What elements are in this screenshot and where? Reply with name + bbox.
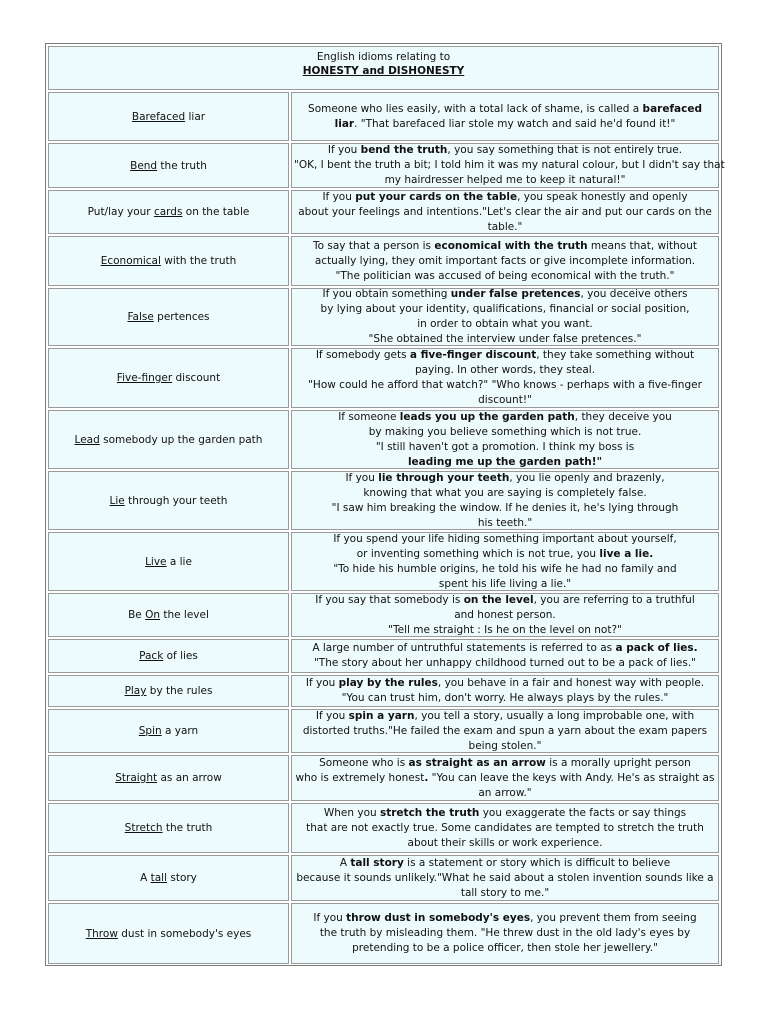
idiom-keyword: Five-finger: [116, 372, 173, 384]
definition-cell: [291, 236, 719, 286]
definition-cell: [291, 675, 719, 707]
idiom-text: by the rules: [146, 685, 213, 697]
definition-line: [294, 220, 716, 235]
definition-line: [294, 317, 716, 332]
definition-line: [294, 608, 716, 623]
definition-line: [294, 143, 716, 158]
definition-text: Someone who is: [319, 756, 409, 769]
definition-line: [294, 363, 716, 378]
definition-emphasis: a five-finger discount: [409, 349, 537, 361]
definition-cell: [291, 190, 719, 234]
definition-text: is a statement or story which is difficult to believe: [403, 856, 671, 869]
idiom-cell: [48, 709, 289, 753]
definition-line: [294, 302, 716, 317]
idiom-text: a lie: [166, 555, 192, 568]
definition-text: you exaggerate the facts or say things: [479, 806, 687, 819]
definition-text: discount!": [478, 394, 532, 406]
definition-text: tall story to me.": [460, 886, 550, 899]
definition-line: [294, 440, 716, 455]
idiom-cell: [48, 803, 289, 853]
definition-text: When you: [323, 806, 380, 819]
idiom-keyword: cards: [153, 206, 183, 218]
idiom-cell: [48, 675, 289, 707]
definition-line: [294, 455, 716, 470]
definition-text: , you behave in a fair and honest way with people.: [437, 677, 705, 689]
definition-text: , you speak honestly and openly: [517, 190, 688, 203]
definition-line: [294, 641, 716, 656]
definition-line: [294, 724, 716, 739]
definition-line: [294, 656, 716, 671]
definition-text: about your feelings and intentions."Let's clear the air and put our cards on the: [298, 205, 712, 218]
idiom-text: as an arrow: [157, 772, 222, 784]
definition-text: my hairdresser helped me to keep it natural!": [384, 174, 626, 186]
definition-text: A: [339, 856, 351, 869]
idiom-cell: [48, 288, 289, 346]
definition-cell: [291, 803, 719, 853]
definition-cell: [291, 755, 719, 801]
definition-text: "She obtained the interview under false pretences.": [368, 333, 642, 345]
idiom-keyword: Stretch: [124, 822, 163, 834]
table-row: [48, 143, 725, 188]
definition-line: [294, 393, 716, 408]
definition-line: [294, 532, 716, 547]
definition-text: distorted truths."He failed the exam and spun a yarn about the exam papers: [302, 724, 708, 737]
definition-text: If you: [345, 471, 379, 484]
definition-line: [294, 756, 716, 771]
definition-line: [294, 254, 716, 269]
definition-line: [294, 173, 716, 188]
definition-line: [294, 593, 716, 608]
table-row: [48, 471, 719, 530]
definition-line: [294, 239, 716, 254]
definition-emphasis: put your cards on the table: [355, 190, 518, 203]
definition-line: [294, 516, 716, 531]
definition-cell: [291, 410, 719, 469]
idiom-cell: [48, 92, 289, 141]
table-row: [48, 855, 719, 901]
table-row: [48, 639, 719, 673]
table-row: [48, 288, 719, 346]
definition-line: [294, 577, 716, 592]
definition-text: , they deceive you: [574, 410, 672, 423]
idiom-keyword: tall: [150, 872, 168, 884]
definition-text: If you: [305, 677, 339, 689]
definition-line: [294, 486, 716, 501]
definition-text: an arrow.": [478, 786, 532, 799]
idiom-cell: [48, 593, 289, 637]
definition-line: [294, 425, 716, 440]
definition-emphasis: .: [424, 771, 429, 784]
idiom-cell: [48, 755, 289, 801]
idiom-cell: [48, 410, 289, 469]
definition-line: [294, 269, 716, 284]
idiom-keyword: Spin: [138, 725, 162, 737]
definition-text: in order to obtain what you want.: [417, 318, 593, 330]
definition-text: means that, without: [587, 239, 697, 252]
definition-text: If you obtain something: [322, 288, 451, 300]
definition-text: and honest person.: [454, 608, 556, 621]
idiom-text: somebody up the garden path: [99, 433, 263, 446]
table-row: [48, 236, 719, 286]
title-line-2: HONESTY and DISHONESTY: [302, 65, 465, 77]
definition-text: , they take something without: [536, 349, 695, 361]
definition-cell: [291, 288, 719, 346]
idiom-keyword: Straight: [115, 772, 158, 784]
idiom-cell: [48, 143, 289, 188]
definition-line: [294, 806, 716, 821]
definition-line: [294, 739, 716, 754]
definition-text: , you prevent them from seeing: [530, 912, 697, 924]
idiom-cell: [48, 639, 289, 673]
definition-text: "How could he afford that watch?" "Who knows - perhaps with a five-finger: [308, 379, 702, 391]
definition-line: [294, 821, 716, 836]
table-row: [48, 803, 719, 853]
definition-line: [294, 158, 725, 173]
table-row: [48, 675, 719, 707]
definition-emphasis: a pack of lies.: [615, 642, 698, 654]
definition-line: [294, 856, 716, 871]
idiom-keyword: Bend: [130, 159, 158, 172]
definition-text: is a morally upright person: [545, 756, 691, 769]
definition-text: If you: [313, 912, 347, 924]
definition-text: , you are referring to a truthful: [533, 593, 695, 606]
definition-text: "To hide his humble origins, he told his wife he had no family and: [333, 562, 677, 575]
definition-cell: [291, 709, 719, 753]
definition-line: [294, 378, 716, 393]
definition-text: If you say that somebody is: [315, 593, 464, 606]
definition-text: about their skills or work experience.: [407, 836, 603, 849]
definition-text: , you lie openly and brazenly,: [509, 471, 665, 484]
definition-emphasis: tall story: [350, 856, 404, 869]
idiom-text: with the truth: [160, 255, 237, 267]
definition-text: "The story about her unhappy childhood turned out to be a pack of lies.": [313, 657, 697, 669]
definition-text: or inventing something which is not true, you: [356, 547, 600, 560]
definition-text: "I still haven't got a promotion. I think my boss is: [375, 440, 635, 453]
definition-line: [294, 562, 716, 577]
definition-emphasis: spin a yarn: [348, 709, 415, 722]
idiom-text: the truth: [157, 159, 207, 172]
idiom-text: on the table: [182, 206, 250, 218]
definition-text: who is extremely honest: [295, 771, 425, 784]
table-row: [48, 348, 719, 408]
definition-line: [294, 471, 716, 486]
definition-text: "I saw him breaking the window. If he denies it, he's lying through: [331, 501, 679, 514]
definition-text: If you spend your life hiding something important about yourself,: [333, 532, 677, 545]
table-row: [48, 903, 719, 964]
definition-cell: [291, 855, 719, 901]
definition-cell: [291, 471, 719, 530]
idiom-text: liar: [185, 110, 206, 123]
definition-text: Someone who lies easily, with a total lack of shame, is called a: [308, 102, 643, 115]
definition-text: A large number of untruthful statements is referred to as: [312, 642, 616, 654]
definition-line: [294, 926, 716, 941]
definition-line: [294, 287, 716, 302]
title-line-1: English idioms relating to: [316, 51, 451, 63]
idiom-text: of lies: [163, 650, 198, 662]
definition-cell: [291, 143, 725, 188]
definition-text: "You can trust him, don't worry. He always plays by the rules.": [341, 692, 669, 704]
idiom-cell: [48, 236, 289, 286]
definition-text: "OK, I bent the truth a bit; I told him it was my natural colour, but I didn't say that: [294, 159, 725, 171]
definition-line: [294, 102, 716, 117]
idiom-keyword: Lie: [109, 494, 125, 507]
definition-emphasis: liar: [334, 117, 355, 130]
title-row: [48, 46, 719, 90]
idiom-text: story: [167, 872, 197, 884]
definition-emphasis: economical with the truth: [434, 239, 588, 252]
definition-emphasis: throw dust in somebody's eyes: [346, 912, 531, 924]
definition-text: actually lying, they omit important facts or give incomplete information.: [314, 254, 696, 267]
definition-line: [294, 786, 716, 801]
definition-text: table.": [487, 220, 523, 233]
definition-emphasis: bend the truth: [360, 144, 448, 156]
table-row: [48, 709, 719, 753]
definition-emphasis: as straight as an arrow: [408, 756, 546, 769]
idiom-text: Be: [128, 609, 146, 621]
definition-line: [294, 836, 716, 851]
definition-text: , you tell a story, usually a long improbable one, with: [414, 709, 695, 722]
definition-line: [294, 117, 716, 132]
idiom-keyword: On: [145, 609, 161, 621]
table-row: [48, 92, 719, 141]
definition-text: If someone: [338, 410, 400, 423]
definition-text: To say that a person is: [313, 239, 435, 252]
definition-cell: [291, 92, 719, 141]
definition-text: spent his life living a lie.": [438, 577, 572, 590]
idiom-text: dust in somebody's eyes: [117, 927, 252, 940]
definition-text: being stolen.": [468, 739, 542, 752]
definition-line: [294, 886, 716, 901]
definition-text: "Tell me straight : Is he on the level on not?": [388, 623, 622, 636]
definition-line: [294, 205, 716, 220]
definition-text: that are not exactly true. Some candidates are tempted to stretch the truth: [306, 821, 704, 834]
idiom-text: a yarn: [161, 725, 199, 737]
definition-text: pretending to be a police officer, then stole her jewellery.": [352, 942, 658, 954]
definition-line: [294, 941, 716, 956]
idiom-cell: [48, 855, 289, 901]
idiom-keyword: Lead: [74, 433, 100, 446]
table-row: [48, 593, 719, 637]
definition-text: If you: [322, 190, 356, 203]
definition-line: [294, 410, 716, 425]
definition-line: [294, 190, 716, 205]
table-row: [48, 532, 719, 591]
idiom-text: A: [140, 872, 151, 884]
definition-text: "The politician was accused of being economical with the truth.": [335, 269, 675, 282]
definition-cell: [291, 639, 719, 673]
definition-line: [294, 871, 716, 886]
table-row: [48, 190, 719, 234]
definition-line: [294, 911, 716, 926]
definition-text: knowing that what you are saying is completely false.: [363, 486, 647, 499]
definition-emphasis: barefaced: [642, 102, 702, 115]
definition-line: [294, 623, 716, 638]
idiom-text: the level: [160, 609, 209, 621]
definition-text: by making you believe something which is not true.: [368, 425, 642, 438]
definition-text: paying. In other words, they steal.: [414, 364, 596, 376]
definition-text: . "That barefaced liar stole my watch and said he'd found it!": [354, 117, 676, 130]
definition-line: [294, 547, 716, 562]
definition-line: [294, 771, 716, 786]
definition-emphasis: leading me up the garden path!": [407, 455, 603, 468]
definition-text: If you: [327, 144, 361, 156]
definition-cell: [291, 532, 719, 591]
definition-emphasis: live a lie.: [599, 547, 654, 560]
definition-line: [294, 348, 716, 363]
definition-text: , you say something that is not entirely true.: [447, 144, 683, 156]
definition-line: [294, 676, 716, 691]
idiom-text: discount: [172, 372, 221, 384]
idiom-cell: [48, 348, 289, 408]
definition-line: [294, 691, 716, 706]
idiom-text: through your teeth: [124, 494, 228, 507]
idiom-cell: [48, 190, 289, 234]
definition-text: , you deceive others: [580, 288, 688, 300]
idiom-cell: [48, 903, 289, 964]
definition-text: the truth by misleading them. "He threw dust in the old lady's eyes by: [319, 927, 691, 939]
idiom-keyword: Live: [145, 555, 167, 568]
definition-cell: [291, 903, 719, 964]
table-row: [48, 755, 719, 801]
definition-emphasis: stretch the truth: [379, 806, 480, 819]
definition-text: If you: [315, 709, 349, 722]
definition-cell: [291, 593, 719, 637]
definition-emphasis: play by the rules: [338, 677, 438, 689]
definition-emphasis: leads you up the garden path: [399, 410, 575, 423]
definition-emphasis: lie through your teeth: [378, 471, 510, 484]
idiom-keyword: False: [127, 311, 154, 323]
idiom-keyword: Economical: [100, 255, 161, 267]
idiom-text: the truth: [162, 822, 213, 834]
idiom-text: Put/lay your: [87, 206, 154, 218]
idiom-keyword: Pack: [139, 650, 164, 662]
definition-text: because it sounds unlikely."What he said about a stolen invention sounds like a: [296, 871, 714, 884]
idiom-text: pertences: [153, 311, 210, 323]
definition-line: [294, 332, 716, 347]
definition-line: [294, 501, 716, 516]
definition-text: "You can leave the keys with Andy. He's as straight as: [428, 771, 715, 784]
table-row: [48, 410, 719, 469]
definition-line: [294, 709, 716, 724]
definition-text: by lying about your identity, qualifications, financial or social position,: [320, 303, 690, 315]
definition-text: his teeth.": [477, 516, 533, 529]
idiom-keyword: Play: [124, 685, 147, 697]
definition-emphasis: under false pretences: [450, 288, 581, 300]
idiom-cell: [48, 532, 289, 591]
idiom-keyword: Throw: [85, 927, 118, 940]
idiom-keyword: Barefaced: [131, 110, 186, 123]
definition-text: If somebody gets: [315, 349, 410, 361]
definition-cell: [291, 348, 719, 408]
idiom-cell: [48, 471, 289, 530]
definition-emphasis: on the level: [463, 593, 534, 606]
